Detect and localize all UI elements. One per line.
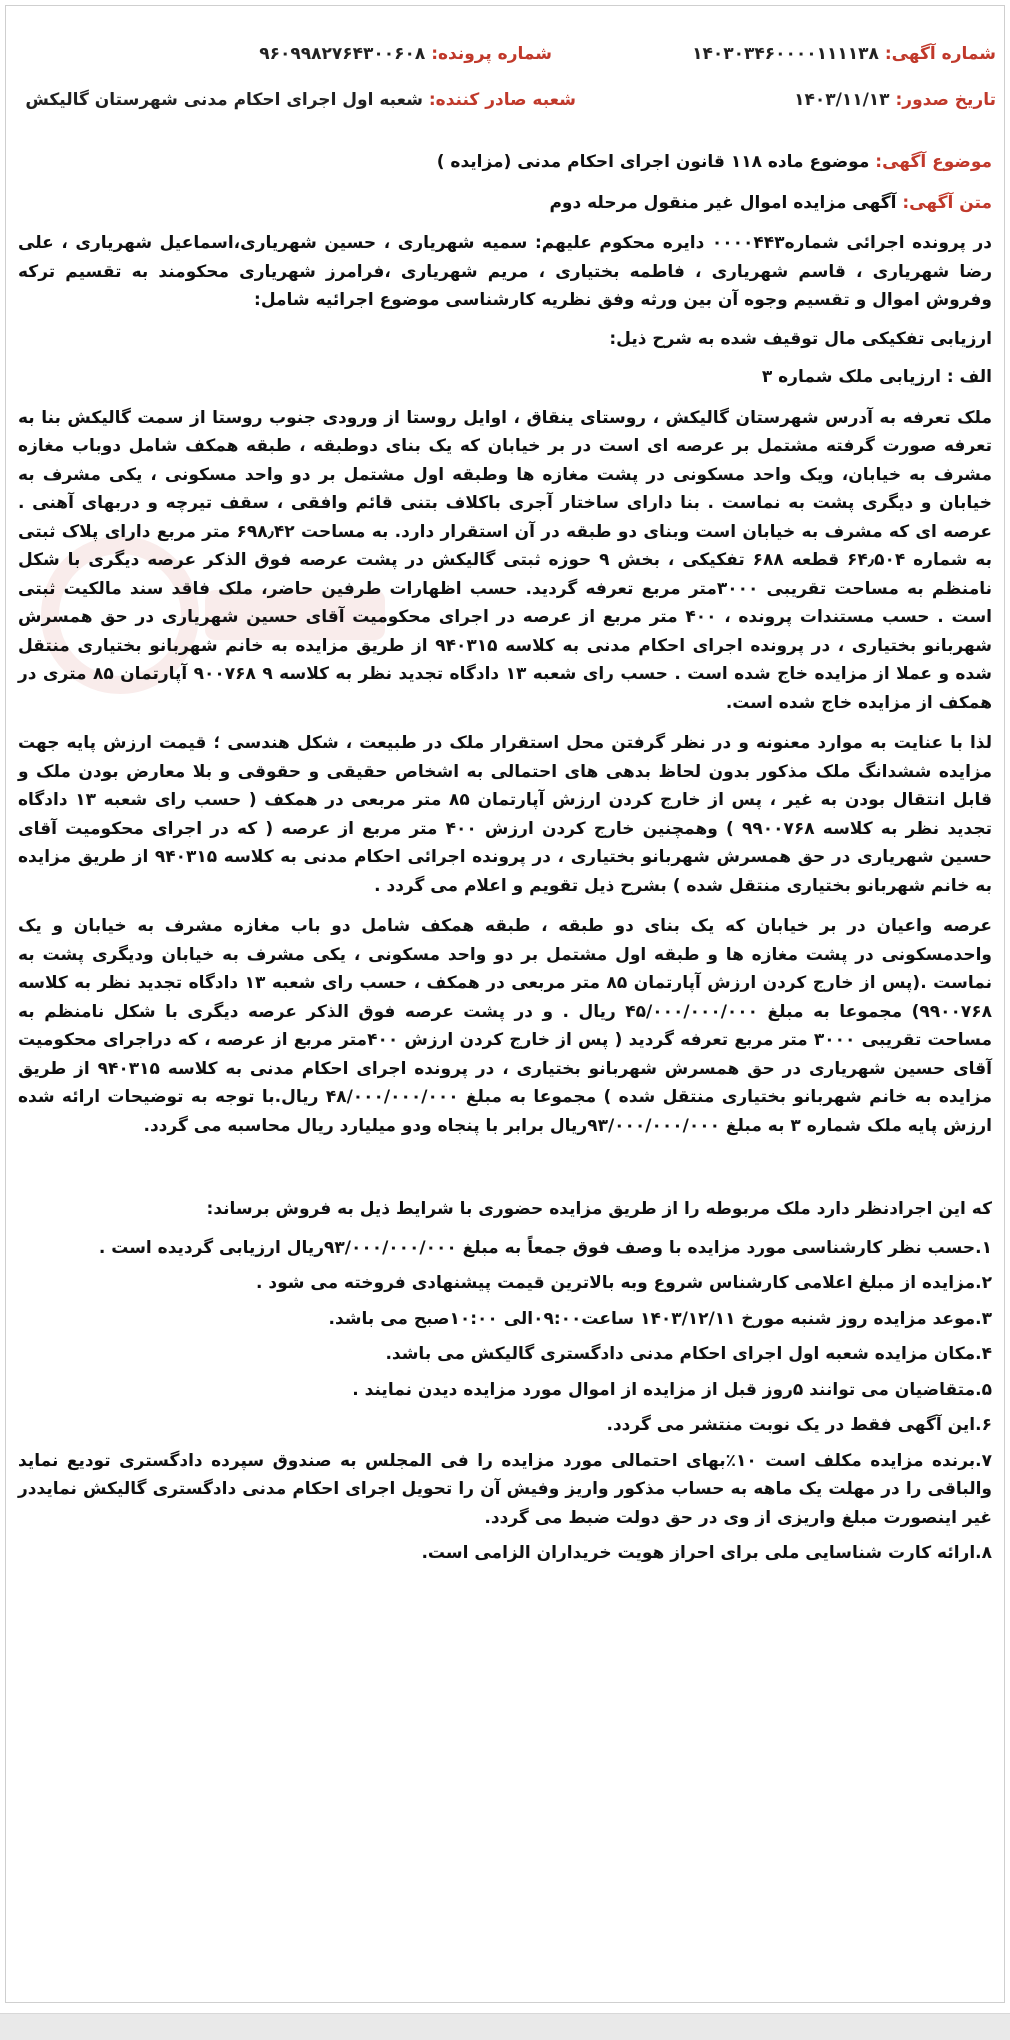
issuing-branch-label: شعبه صادر کننده: [428, 90, 576, 110]
paragraph-property-description: ملک تعرفه به آدرس شهرستان گالیکش ، روستای ینقاق ، اوایل روستا از ورودی جنوب روستا از سمت گالیکش بنا به تعرفه صورت گرفته مشتمل بر عرصه ای است در بر خیابان که یک بنای دوطبقه ، طبقه همکف شامل دوباب مغازه مشرف به خیابان، ویک واحد مسکونی در پشت مغازه ها وطبقه اول مشتمل بر دو واحد مسکونی ، یکی مشرف به خیابان و دیگری پشت به نماست . بنا دارای ساختار آجری باکلاف بتنی قائم وافقی ، سقف تیرچه و دربهای آهنی . عرصه ای که مشرف به خیابان است وبنای دو طبقه در آن استقرار دارد. به مساحت ۶۹۸٫۴۲ متر مربع دارای پلاک ثبتی به شماره ۶۴٫۵۰۴ قطعه ۶۸۸ تفکیکی ، بخش ۹ حوزه ثبتی گالیکش در پشت عرصه فوق الذکر عرصه دیگری با شکل نامنظم به مساحت تقریبی ۳۰۰۰متر مربع تعرفه گردید. حسب اظهارات طرفین حاضر، ملک فاقد سند مالکیت ثبتی است . حسب مستندات پرونده ، ۴۰۰ متر مربع از عرصه در اجرای محکومیت آقای حسین شهریاری در حق همسرش شهربانو بختیاری ، در پرونده اجرای احکام مدنی به کلاسه ۹۴۰۳۱۵ از طریق مزایده به خانم شهربانو بختیاری منتقل شده و عملا از مزایده خاج شده است . حسب رای شعبه ۱۳ دادگاه تجدید نظر به کلاسه ۹ ۹۰۰۷۶۸ آپارتمان ۸۵ متری در همکف از مزایده خاج شده است. [18, 407, 993, 713]
ad-text-line [18, 189, 992, 218]
paragraph-valuation-details: عرصه واعیان در بر خیابان که یک بنای دو طبقه ، طبقه همکف شامل دو باب مغازه مشرف به خیابان و یک واحدمسکونی در پشت مغازه ها و طبقه اول مشتمل بر دو واحد مسکونی ، یکی مشرف به خیابان ودیگری پشت به نماست .(پس از خارج کردن ارزش آپارتمان ۸۵ متر مربعی در همکف ، حسب رای شعبه ۱۳ دادگاه تجدید نظر به کلاسه ۹۹۰۰۷۶۸) مجموعا به مبلغ ۴۵/۰۰۰/۰۰۰/۰۰۰ ریال . و در پشت عرصه فوق الذکر عرصه دیگری با شکل نامنظم به مساحت تقریبی ۳۰۰۰ متر مربع تعرفه گردید ( پس از خارج کردن ارزش ۴۰۰متر مربع از عرصه ، که دراجرای محکومیت آقای حسین شهریاری در حق همسرش شهربانو بختیاری ، در پرونده اجرای احکام مدنی به کلاسه ۹۴۰۳۱۵ از طریق مزایده به خانم شهربانو بختیاری منتقل شده ) مجموعا به مبلغ ۴۸/۰۰۰/۰۰۰/۰۰۰ ریال.با توجه به توضیحات ارائه شده ارزش پایه ملک شماره ۳ به مبلغ ۹۳/۰۰۰/۰۰۰/۰۰۰ریال برابر با پنجاه ودو میلیارد ریال محاسبه می گردد. [18, 916, 992, 1136]
condition-item: ۷.برنده مزایده مکلف است ۱۰٪بهای احتمالی مورد مزایده را فی المجلس به صندوق سپرده دادگستری تودیع نماید والباقی را در مهلت یک ماهه به حساب مذکور واریز وفیش آن را تحویل اجرای احکام مدنی دادگستری گالیکش نمایددر غیر اینصورت مبلغ واریزی از وی در حق دولت ضبط می گردد. [18, 1450, 992, 1528]
condition-item: ۳.موعد مزایده روز شنبه مورخ ۱۴۰۳/۱۲/۱۱ ساعت۰۹:۰۰الی ۱۰:۰۰صبح می باشد. [328, 1308, 992, 1329]
case-number-value: ۹۶۰۹۹۸۲۷۶۴۳۰۰۶۰۸ [259, 44, 426, 64]
condition-item: ۱.حسب نظر کارشناسی مورد مزایده با وصف فوق جمعاً به مبلغ ۹۳/۰۰۰/۰۰۰/۰۰۰ریال ارزیابی گردیده است . [98, 1237, 992, 1258]
issuing-branch-value: شعبه اول اجرای احکام مدنی شهرستان گالیکش [25, 90, 423, 110]
case-number-label: شماره پرونده: [431, 44, 552, 64]
bottom-bar [0, 2013, 1010, 2040]
ad-number [692, 42, 996, 66]
condition-item: ۶.این آگهی فقط در یک نوبت منتشر می گردد. [606, 1415, 992, 1435]
notice-body [18, 148, 992, 1575]
ad-number-label: شماره آگهی: [884, 44, 996, 64]
paragraph-case-intro: در پرونده اجرائی شماره۰۰۰۰۴۴۳ دایره محکوم علیهم: سمیه شهریاری ، حسین شهریاری،اسماعیل شهریاری ، علی رضا شهریاری ، قاسم شهریاری ، فاطمه بختیاری ، مریم شهریاری ،فرامرز شهریاری محکومند به تقسیم ترکه وفروش اموال و تقسیم وجوه آن بین ورثه وفق نظریه کارشناسی موضوع اجرائیه شامل: [18, 233, 992, 310]
subject-text: موضوع ماده ۱۱۸ قانون اجرای احکام مدنی (مزایده ) [436, 152, 870, 172]
condition-item: ۸.ارائه کارت شناسایی ملی برای احراز هویت خریداران الزامی است. [421, 1543, 992, 1563]
paragraph-auction-intro: که این اجرادنظر دارد ملک مربوطه را از طریق مزایده حضوری با شرایط ذیل به فروش برساند: [206, 1199, 992, 1219]
paragraph-seized-property: ارزیابی تفکیکی مال توقیف شده به شرح ذیل: [609, 328, 992, 349]
issuing-branch [25, 88, 576, 112]
issue-date-value: ۱۴۰۳/۱۱/۱۳ [794, 90, 890, 110]
ad-text-label: متن آگهی: [902, 192, 992, 213]
paragraph-valuation-basis: لذا با عنایت به موارد معنونه و در نظر گرفتن محل استقرار ملک در طبیعت ، شکل هندسی ؛ قیمت ارزش پایه جهت مزایده ششدانگ ملک مذکور بدون لحاظ بدهی های احتمالی به اشخاص حقیقی و حقوقی و بلا معارض بودن ملک و قابل انتقال بودن به غیر ، پس از خارج کردن ارزش آپارتمان ۸۵ متر مربعی در همکف ( حسب رای شعبه ۱۳ دادگاه تجدید نظر به کلاسه ۹۹۰۰۷۶۸ ) وهمچنین خارج کردن ارزش ۴۰۰ متر مربع از عرصه ( که در اجرای محکومیت آقای حسین شهریاری در حق همسرش شهربانو بختیاری ، در پرونده اجرائی احکام مدنی به کلاسه ۹۴۰۳۱۵ از طریق مزایده به خانم شهربانو بختیاری منتقل شده ) بشرح ذیل تقویم و اعلام می گردد . [18, 733, 992, 896]
issue-date [794, 88, 996, 112]
auction-conditions-list [18, 1234, 992, 1568]
issue-date-label: تاریخ صدور: [895, 90, 996, 110]
condition-item: ۴.مکان مزایده شعبه اول اجرای احکام مدنی دادگستری گالیکش می باشد. [385, 1344, 992, 1364]
section-gap [18, 1147, 992, 1195]
subject-label: موضوع آگهی: [875, 152, 992, 172]
paragraph-property-heading: الف : ارزیابی ملک شماره ۳ [761, 367, 992, 387]
case-number [259, 42, 552, 66]
ad-text-title: آگهی مزایده اموال غیر منقول مرحله دوم [549, 192, 897, 213]
condition-item: ۲.مزایده از مبلغ اعلامی کارشناس شروع وبه بالاترین قیمت پیشنهادی فروخته می شود . [255, 1273, 992, 1293]
subject-line [18, 148, 992, 177]
condition-item: ۵.متقاضیان می توانند ۵روز قبل از مزایده از اموال مورد مزایده دیدن نمایند . [352, 1379, 992, 1400]
ad-number-value: ۱۴۰۳۰۳۴۶۰۰۰۰۱۱۱۱۳۸ [692, 44, 879, 64]
